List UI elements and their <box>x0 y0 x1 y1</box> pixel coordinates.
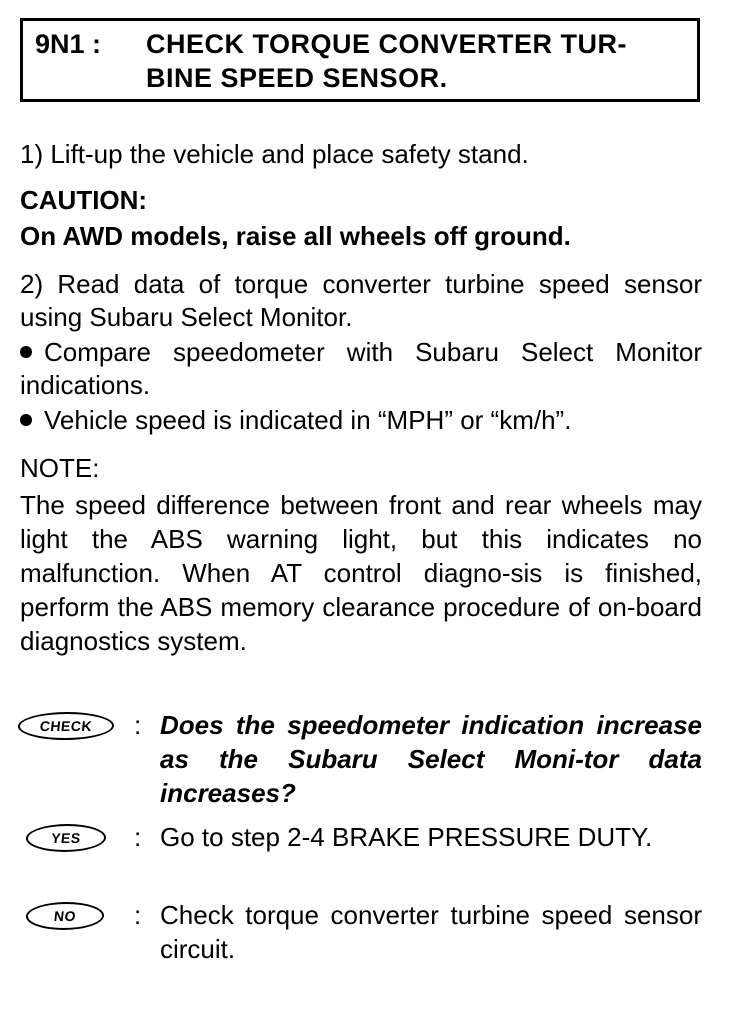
check-badge-icon: CHECK <box>17 712 116 740</box>
bullet-dot-icon <box>20 346 32 358</box>
no-badge-icon: NO <box>25 902 106 930</box>
bullet-units <box>20 404 702 437</box>
no-action: Check torque converter turbine speed sensor circuit. <box>160 900 702 964</box>
section-title: CHECK TORQUE CONVERTER TUR-BINE SPEED SENSOR. <box>146 29 628 93</box>
yes-row <box>18 820 702 890</box>
yes-colon: : <box>134 822 142 852</box>
step-2-text: 2) Read data of torque converter turbine speed sensor using Subaru Select Monitor. <box>20 269 702 332</box>
caution-text: On AWD models, raise all wheels off ground. <box>20 221 571 251</box>
check-colon: : <box>134 710 142 740</box>
no-row <box>18 898 702 968</box>
caution-label: CAUTION: <box>20 185 148 215</box>
check-question: Does the speedometer indication increase as the Subaru Select Moni-tor data increases? <box>160 710 702 808</box>
check-row <box>18 708 702 812</box>
note-label: NOTE: <box>20 453 100 483</box>
yes-badge-icon: YES <box>25 824 108 852</box>
bullet-compare-text: Compare speedometer with Subaru Select Monitor indications. <box>20 337 702 400</box>
bullet-units-text: Vehicle speed is indicated in “MPH” or “km/h”. <box>44 405 572 435</box>
no-colon: : <box>134 900 142 930</box>
bullet-dot-icon <box>20 414 32 426</box>
note-text: The speed difference between front and rear wheels may light the ABS warning light, but this indicates no malfunction. When AT control diagno-sis is finished, perform the ABS memory clearance procedure of on-board diagnostics system. <box>20 490 702 656</box>
section-title-box <box>20 18 700 102</box>
yes-action: Go to step 2-4 BRAKE PRESSURE DUTY. <box>160 822 653 852</box>
bullet-compare <box>20 336 702 402</box>
step-1-text: 1) Lift-up the vehicle and place safety stand. <box>20 139 529 169</box>
step-code: 9N1 : <box>35 29 102 59</box>
